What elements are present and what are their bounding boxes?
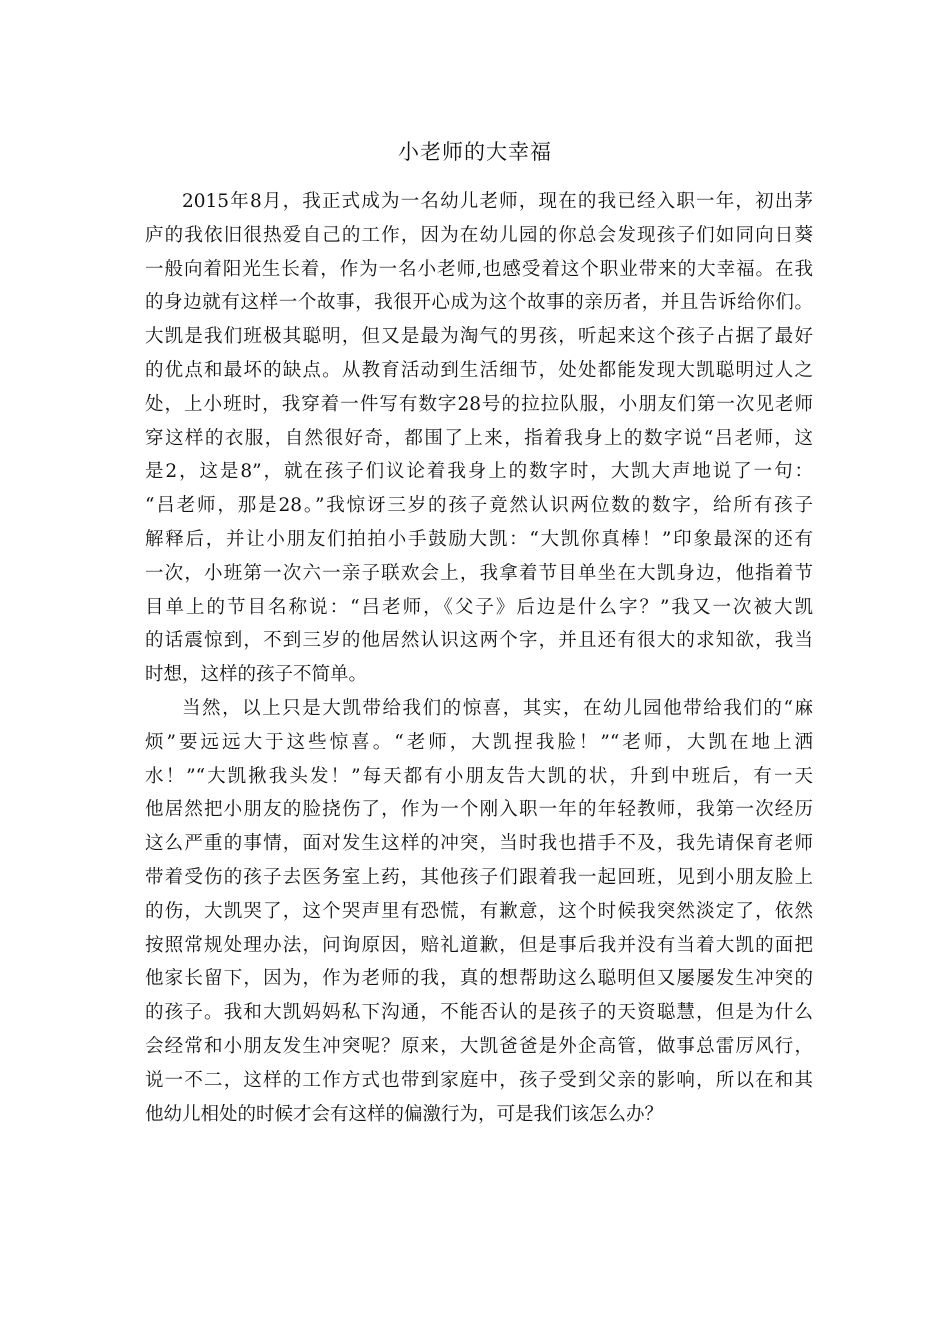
document-body <box>145 185 813 1131</box>
text-line: 的伤，大凯哭了，这个哭声里有恐慌，有歉意，这个时候我突然淡定了，依然 <box>145 900 813 922</box>
text-line: 他幼儿相处的时候才会有这样的偏激行为，可是我们该怎么办？ <box>145 1103 664 1125</box>
text-line: 他家长留下，因为，作为老师的我，真的想帮助这么聪明但又屡屡发生冲突的 <box>145 968 813 990</box>
text-line: 的优点和最坏的缺点。从教育活动到生活细节，处处都能发现大凯聪明过人之 <box>145 359 813 381</box>
text-line: 目单上的节目名称说：“吕老师，《父子》后边是什么字？”我又一次被大凯 <box>145 596 813 618</box>
text-line: 一般向着阳光生长着，作为一名小老师,也感受着这个职业带来的大幸福。在我 <box>145 258 813 280</box>
text-line: 他居然把小朋友的脸挠伤了，作为一个刚入职一年的年轻教师，我第一次经历 <box>145 799 813 821</box>
text-line: 2015年8月，我正式成为一名幼儿老师，现在的我已经入职一年，初出茅 <box>182 191 813 212</box>
text-line: 带着受伤的孩子去医务室上药，其他孩子们跟着我一起回班，见到小朋友脸上 <box>145 866 813 888</box>
text-line: 当然，以上只是大凯带给我们的惊喜，其实，在幼儿园他带给我们的“麻 <box>182 697 813 719</box>
text-line: 的身边就有这样一个故事，我很开心成为这个故事的亲历者，并且告诉给你们。 <box>145 292 813 314</box>
text-line: 是2，这是8”，就在孩子们议论着我身上的数字时，大凯大声地说了一句： <box>145 461 813 483</box>
text-line: 的孩子。我和大凯妈妈私下沟通，不能否认的是孩子的天资聪慧，但是为什么 <box>145 1002 813 1024</box>
text-line: 烦”要远远大于这些惊喜。“老师，大凯捏我脸！”“老师，大凯在地上洒 <box>145 731 813 753</box>
paragraph-2 <box>145 692 813 1131</box>
text-line: 按照常规处理办法，问询原因，赔礼道歉，但是事后我并没有当着大凯的面把 <box>145 934 813 956</box>
text-line: 穿这样的衣服，自然很好奇，都围了上来，指着我身上的数字说“吕老师，这 <box>145 427 813 449</box>
text-line: 大凯是我们班极其聪明，但又是最为淘气的男孩，听起来这个孩子占据了最好 <box>145 326 813 348</box>
text-line: 说一不二，这样的工作方式也带到家庭中，孩子受到父亲的影响，所以在和其 <box>145 1069 813 1091</box>
text-line: 会经常和小朋友发生冲突呢？原来，大凯爸爸是外企高管，做事总雷厉风行， <box>145 1035 813 1057</box>
text-line: 这么严重的事情，面对发生这样的冲突，当时我也措手不及，我先请保育老师 <box>145 833 813 855</box>
text-line: “吕老师，那是28。”我惊讶三岁的孩子竟然认识两位数的数字，给所有孩子 <box>145 495 813 517</box>
text-line: 解释后，并让小朋友们拍拍小手鼓励大凯：“大凯你真棒！”印象最深的还有 <box>145 528 813 550</box>
text-line: 庐的我依旧很热爱自己的工作，因为在幼儿园的你总会发现孩子们如同向日葵 <box>145 224 813 246</box>
text-line: 的话震惊到，不到三岁的他居然认识这两个字，并且还有很大的求知欲，我当 <box>145 630 813 652</box>
paragraph-1 <box>145 185 813 692</box>
text-line: 水！”“大凯揪我头发！”每天都有小朋友告大凯的状，升到中班后，有一天 <box>145 765 813 787</box>
text-line: 处，上小班时，我穿着一件写有数字28号的拉拉队服，小朋友们第一次见老师 <box>145 393 813 415</box>
text-line: 时想，这样的孩子不简单。 <box>145 664 368 686</box>
text-line: 一次，小班第一次六一亲子联欢会上，我拿着节目单坐在大凯身边，他指着节 <box>145 562 813 584</box>
document-title: 小老师的大幸福 <box>398 140 552 164</box>
